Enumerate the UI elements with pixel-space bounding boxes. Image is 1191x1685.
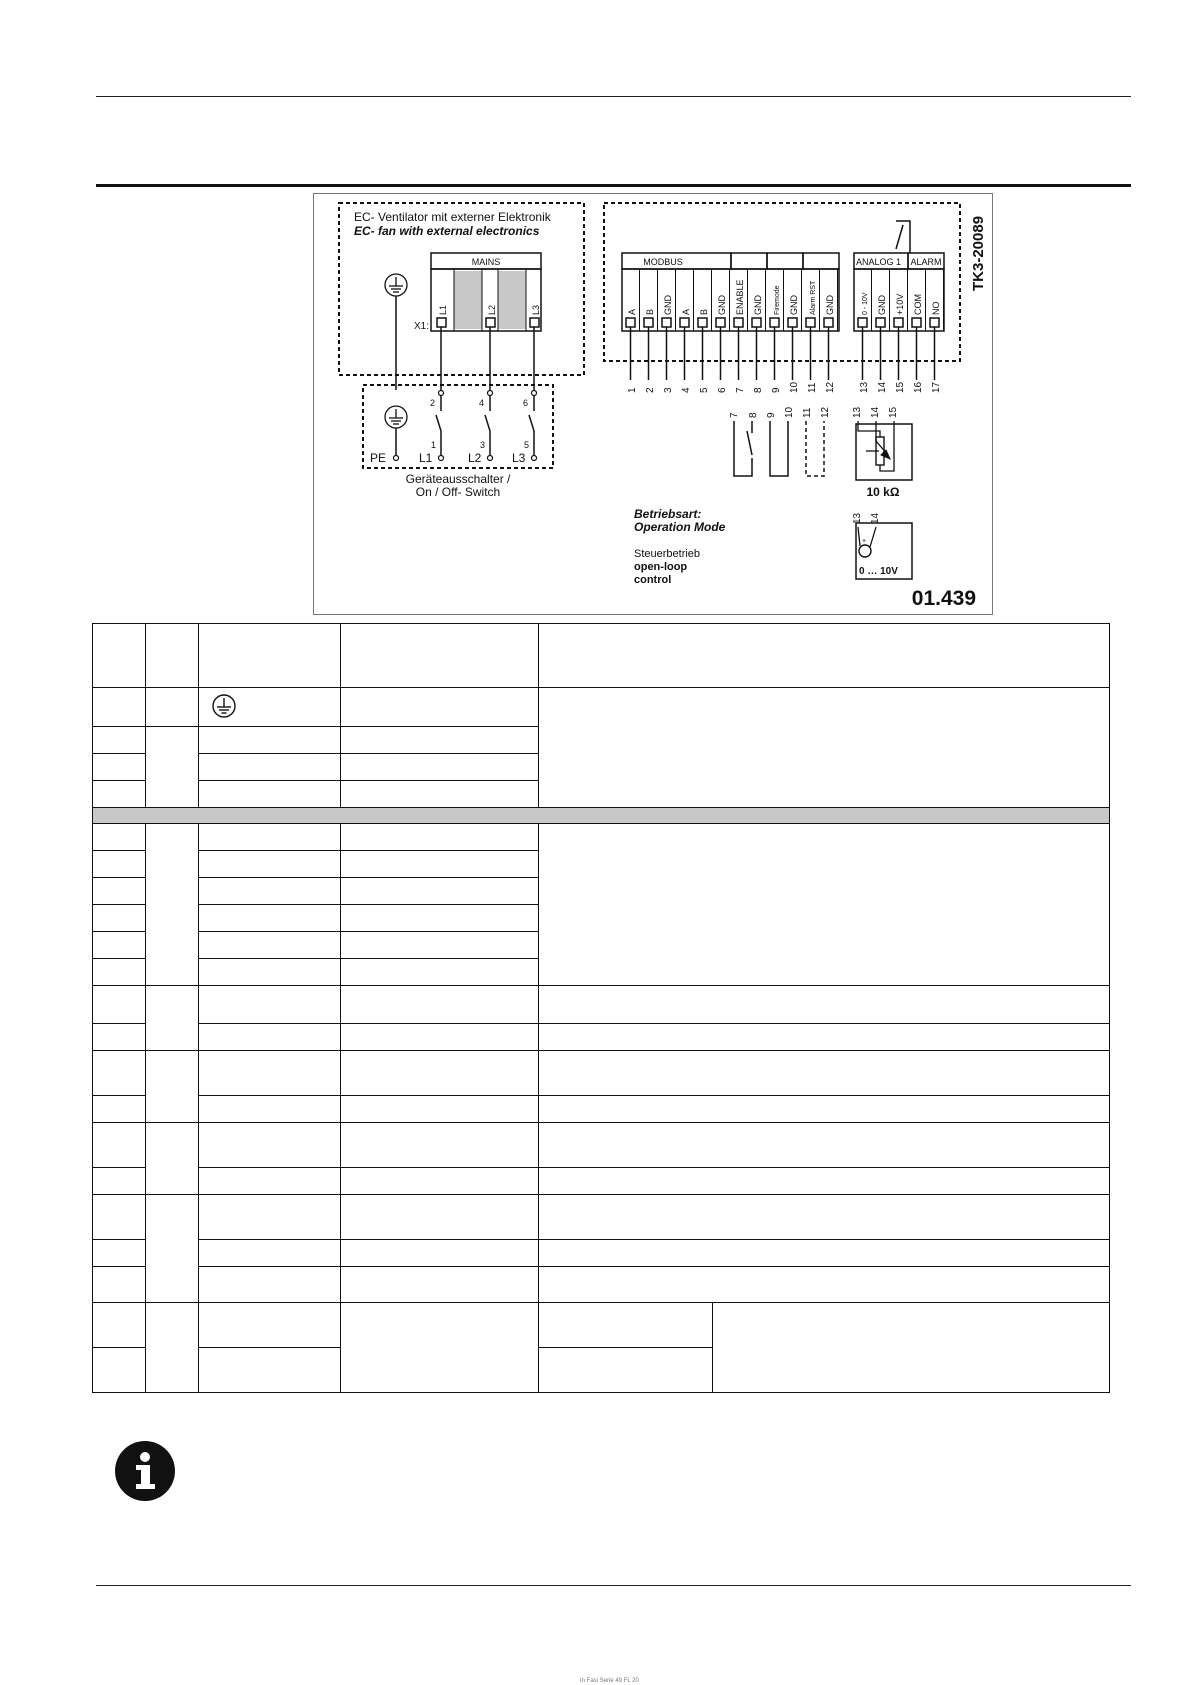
terminal-number: 7: [735, 387, 746, 393]
table-cell: [199, 781, 341, 808]
table-row: [93, 1096, 1110, 1123]
control-terminal-label: GND: [753, 295, 763, 315]
table-cell: [341, 878, 539, 905]
table-cell: [199, 932, 341, 959]
table-cell: [539, 824, 1110, 986]
table-cell: [199, 754, 341, 781]
terminal-number: 12: [825, 381, 836, 393]
table-row: [93, 1051, 1110, 1096]
table-cell: [539, 1168, 1110, 1195]
control-terminal-label: GND: [789, 295, 799, 315]
table-row: [93, 1195, 1110, 1240]
table-cell: [199, 1195, 341, 1240]
control-terminal-label: COM: [913, 294, 923, 315]
info-icon: [114, 1440, 176, 1502]
switch-upper-4: 4: [479, 398, 485, 408]
mains-terminal-l3-label: L3: [531, 304, 541, 315]
table-cell: [341, 1168, 539, 1195]
table-cell: [713, 1303, 1110, 1393]
control-terminal-label: GND: [717, 295, 727, 315]
table-cell: [199, 1096, 341, 1123]
table-cell: [93, 1024, 146, 1051]
table-cell: [341, 727, 539, 754]
table-cell: [539, 1123, 1110, 1168]
switch-line-l1: L1: [419, 451, 433, 465]
table-cell: [93, 1051, 146, 1096]
table-cell: [199, 727, 341, 754]
table-cell: [199, 851, 341, 878]
table-cell: [341, 1240, 539, 1267]
switch-line-l2: L2: [468, 451, 482, 465]
earth-icon: [212, 694, 236, 718]
fan-title-de: EC- Ventilator mit externer Elektronik: [354, 210, 551, 224]
header-rule: [96, 96, 1131, 97]
terminal-number: 14: [877, 381, 888, 393]
terminal-number: 17: [931, 381, 942, 393]
switch-lower-5: 5: [524, 440, 530, 450]
table-row: [93, 1303, 1110, 1348]
table-cell: [93, 1195, 146, 1240]
source-range: 0 … 10V: [859, 566, 898, 577]
table-cell: [93, 1348, 146, 1393]
table-cell: [93, 1096, 146, 1123]
control-terminal-label: GND: [877, 295, 887, 315]
table-cell: [199, 878, 341, 905]
table-row: [93, 1168, 1110, 1195]
table-cell: [199, 1348, 341, 1393]
contact-number-9: 9: [766, 412, 777, 418]
switch-contact-2: [468, 391, 493, 466]
table-cell: [341, 824, 539, 851]
table-cell: [341, 986, 539, 1024]
contact-number-10: 10: [784, 406, 795, 418]
table-cell: [93, 1303, 146, 1348]
control-terminal-label: +10V: [895, 293, 905, 315]
table-cell: [341, 1267, 539, 1303]
connection-table: [92, 623, 1110, 1393]
wiring-diagram: [313, 193, 993, 615]
table-cell: [341, 754, 539, 781]
table-cell: [199, 959, 341, 986]
switch-upper-6: 6: [523, 398, 529, 408]
switch-lower-1: 1: [431, 440, 437, 450]
terminal-number: 11: [807, 382, 818, 393]
table-row: [93, 1024, 1110, 1051]
table-cell: [93, 808, 1110, 824]
drawing-code: TK3-20089: [970, 215, 987, 291]
table-cell: [199, 624, 341, 688]
table-header-row: [93, 624, 1110, 688]
table-row: [93, 688, 1110, 727]
switch-line-l3: L3: [512, 451, 526, 465]
table-cell: [93, 878, 146, 905]
control-terminal-label: 0 - 10V: [862, 292, 869, 315]
control-terminal-label: ENABLE: [735, 279, 745, 315]
table-row: [93, 1240, 1110, 1267]
table-cell: [146, 1195, 199, 1303]
table-cell: [539, 1096, 1110, 1123]
x1-label: X1:: [414, 321, 430, 332]
table-cell: [93, 624, 146, 688]
control-terminal-label: B: [699, 308, 709, 315]
table-cell: [199, 905, 341, 932]
contact-number-8: 8: [748, 412, 759, 418]
mains-label: MAINS: [471, 257, 501, 267]
table-cell: [539, 1051, 1110, 1096]
group-label-alarm: ALARM: [910, 257, 942, 267]
switch-upper-2: 2: [430, 398, 436, 408]
terminal-number: 2: [645, 387, 656, 393]
table-cell: [341, 1024, 539, 1051]
table-cell: [199, 688, 341, 727]
table-row: [93, 824, 1110, 851]
pot-value: 10 kΩ: [866, 485, 900, 499]
contact-9-10: [766, 406, 795, 476]
control-terminal-label: Firemode: [774, 285, 781, 315]
table-separator-row: [93, 808, 1110, 824]
table-cell: [93, 754, 146, 781]
table-cell: [93, 1168, 146, 1195]
table-cell: [199, 824, 341, 851]
table-cell: [539, 1303, 713, 1348]
terminal-number: 5: [699, 387, 710, 393]
control-terminal-label: B: [645, 308, 655, 315]
table-cell: [146, 1051, 199, 1123]
switch-contact-3: [512, 391, 537, 466]
table-cell: [341, 851, 539, 878]
mains-terminal-l2: [486, 305, 497, 390]
pot-number-14: 14: [870, 406, 881, 418]
table-cell: [341, 1303, 539, 1393]
footer-rule: [96, 1585, 1131, 1586]
terminal-number: 13: [859, 381, 870, 393]
table-cell: [93, 905, 146, 932]
switch-line-pe: PE: [370, 451, 387, 465]
potentiometer: [852, 406, 912, 499]
table-cell: [539, 1348, 713, 1393]
table-cell: [93, 1123, 146, 1168]
table-cell: [539, 1195, 1110, 1240]
table-cell: [93, 781, 146, 808]
control-terminal-label: A: [681, 308, 691, 315]
group-label-analog: ANALOG 1: [856, 257, 902, 267]
source-number-13: 13: [852, 512, 863, 524]
table-cell: [199, 1051, 341, 1096]
control-terminal-label: GND: [663, 295, 673, 315]
table-cell: [93, 959, 146, 986]
table-cell: [93, 727, 146, 754]
table-cell: [341, 1195, 539, 1240]
table-cell: [341, 688, 539, 727]
table-cell: [146, 727, 199, 808]
table-cell: [199, 1123, 341, 1168]
table-cell: [341, 781, 539, 808]
table-cell: [199, 986, 341, 1024]
table-cell: [199, 1303, 341, 1348]
table-cell: [539, 1267, 1110, 1303]
table-cell: [146, 824, 199, 986]
section-rule: [96, 184, 1131, 187]
group-label-modbus: MODBUS: [643, 257, 683, 267]
mode-title-de: Betriebsart:: [634, 507, 702, 521]
table-cell: [93, 824, 146, 851]
terminal-number: 16: [913, 381, 924, 393]
figure-number: 01.439: [911, 587, 976, 610]
table-cell: [341, 932, 539, 959]
control-terminal-label: NO: [931, 301, 941, 315]
terminal-number: 4: [681, 387, 692, 393]
mains-terminal-l3: [530, 305, 541, 390]
table-cell: [93, 932, 146, 959]
mode-en-2: control: [634, 574, 672, 586]
earth-icon: [385, 274, 407, 296]
terminal-number: 10: [789, 381, 800, 393]
table-cell: [93, 1240, 146, 1267]
table-cell: [341, 1096, 539, 1123]
svg-text:+: +: [862, 538, 867, 545]
switch-caption-de: Geräteausschalter /: [405, 472, 511, 486]
mains-terminal-l1-label: L1: [438, 304, 448, 315]
table-cell: [341, 1051, 539, 1096]
table-cell: [341, 905, 539, 932]
mode-title-en: Operation Mode: [634, 520, 726, 534]
table-cell: [341, 624, 539, 688]
contact-number-11: 11: [802, 407, 813, 418]
control-terminal-label: A: [627, 308, 637, 315]
mode-en-1: open-loop: [634, 561, 688, 573]
terminal-number: 15: [895, 381, 906, 393]
table-row: [93, 1267, 1110, 1303]
table-cell: [146, 688, 199, 727]
contact-number-7: 7: [729, 412, 740, 418]
table-cell: [341, 1123, 539, 1168]
table-cell: [199, 1168, 341, 1195]
table-cell: [539, 1240, 1110, 1267]
table-cell: [93, 851, 146, 878]
earth-ground-icon: [385, 406, 407, 428]
table-cell: [539, 986, 1110, 1024]
contact-number-12: 12: [820, 406, 831, 418]
table-cell: [93, 1267, 146, 1303]
table-cell: [93, 688, 146, 727]
table-cell: [341, 959, 539, 986]
fan-title-en: EC- fan with external electronics: [354, 224, 540, 238]
switch-contact-1: [419, 391, 444, 466]
control-terminal-label: Alarm RST: [810, 280, 817, 315]
table-cell: [146, 624, 199, 688]
switch-caption-en: On / Off- Switch: [415, 485, 501, 499]
contact-11-12: [802, 406, 831, 476]
table-row: [93, 1123, 1110, 1168]
table-cell: [199, 1024, 341, 1051]
table-cell: [539, 624, 1110, 688]
table-cell: [146, 1123, 199, 1195]
table-cell: [539, 1024, 1110, 1051]
table-cell: [93, 986, 146, 1024]
source-number-14: 14: [870, 512, 881, 524]
table-cell: [199, 1267, 341, 1303]
table-cell: [199, 1240, 341, 1267]
switch-lower-3: 3: [480, 440, 486, 450]
terminal-number: 6: [717, 387, 728, 393]
terminal-number: 8: [753, 387, 764, 393]
pot-number-13: 13: [852, 406, 863, 418]
footer-text: In Fasi Serie 49 FL 20: [580, 1678, 639, 1684]
terminal-number: 3: [663, 387, 674, 393]
mains-terminal-l2-label: L2: [487, 304, 497, 315]
terminal-number: 9: [771, 387, 782, 393]
terminal-number: 1: [627, 387, 638, 393]
mode-de: Steuerbetrieb: [634, 548, 701, 560]
table-cell: [539, 688, 1110, 808]
signal-source: [852, 512, 912, 579]
mains-terminal-l1: [437, 305, 448, 390]
table-cell: [146, 1303, 199, 1393]
control-terminal-label: GND: [825, 295, 835, 315]
pot-number-15: 15: [888, 406, 899, 418]
table-cell: [146, 986, 199, 1051]
contact-7-8: [729, 412, 759, 476]
table-row: [93, 986, 1110, 1024]
